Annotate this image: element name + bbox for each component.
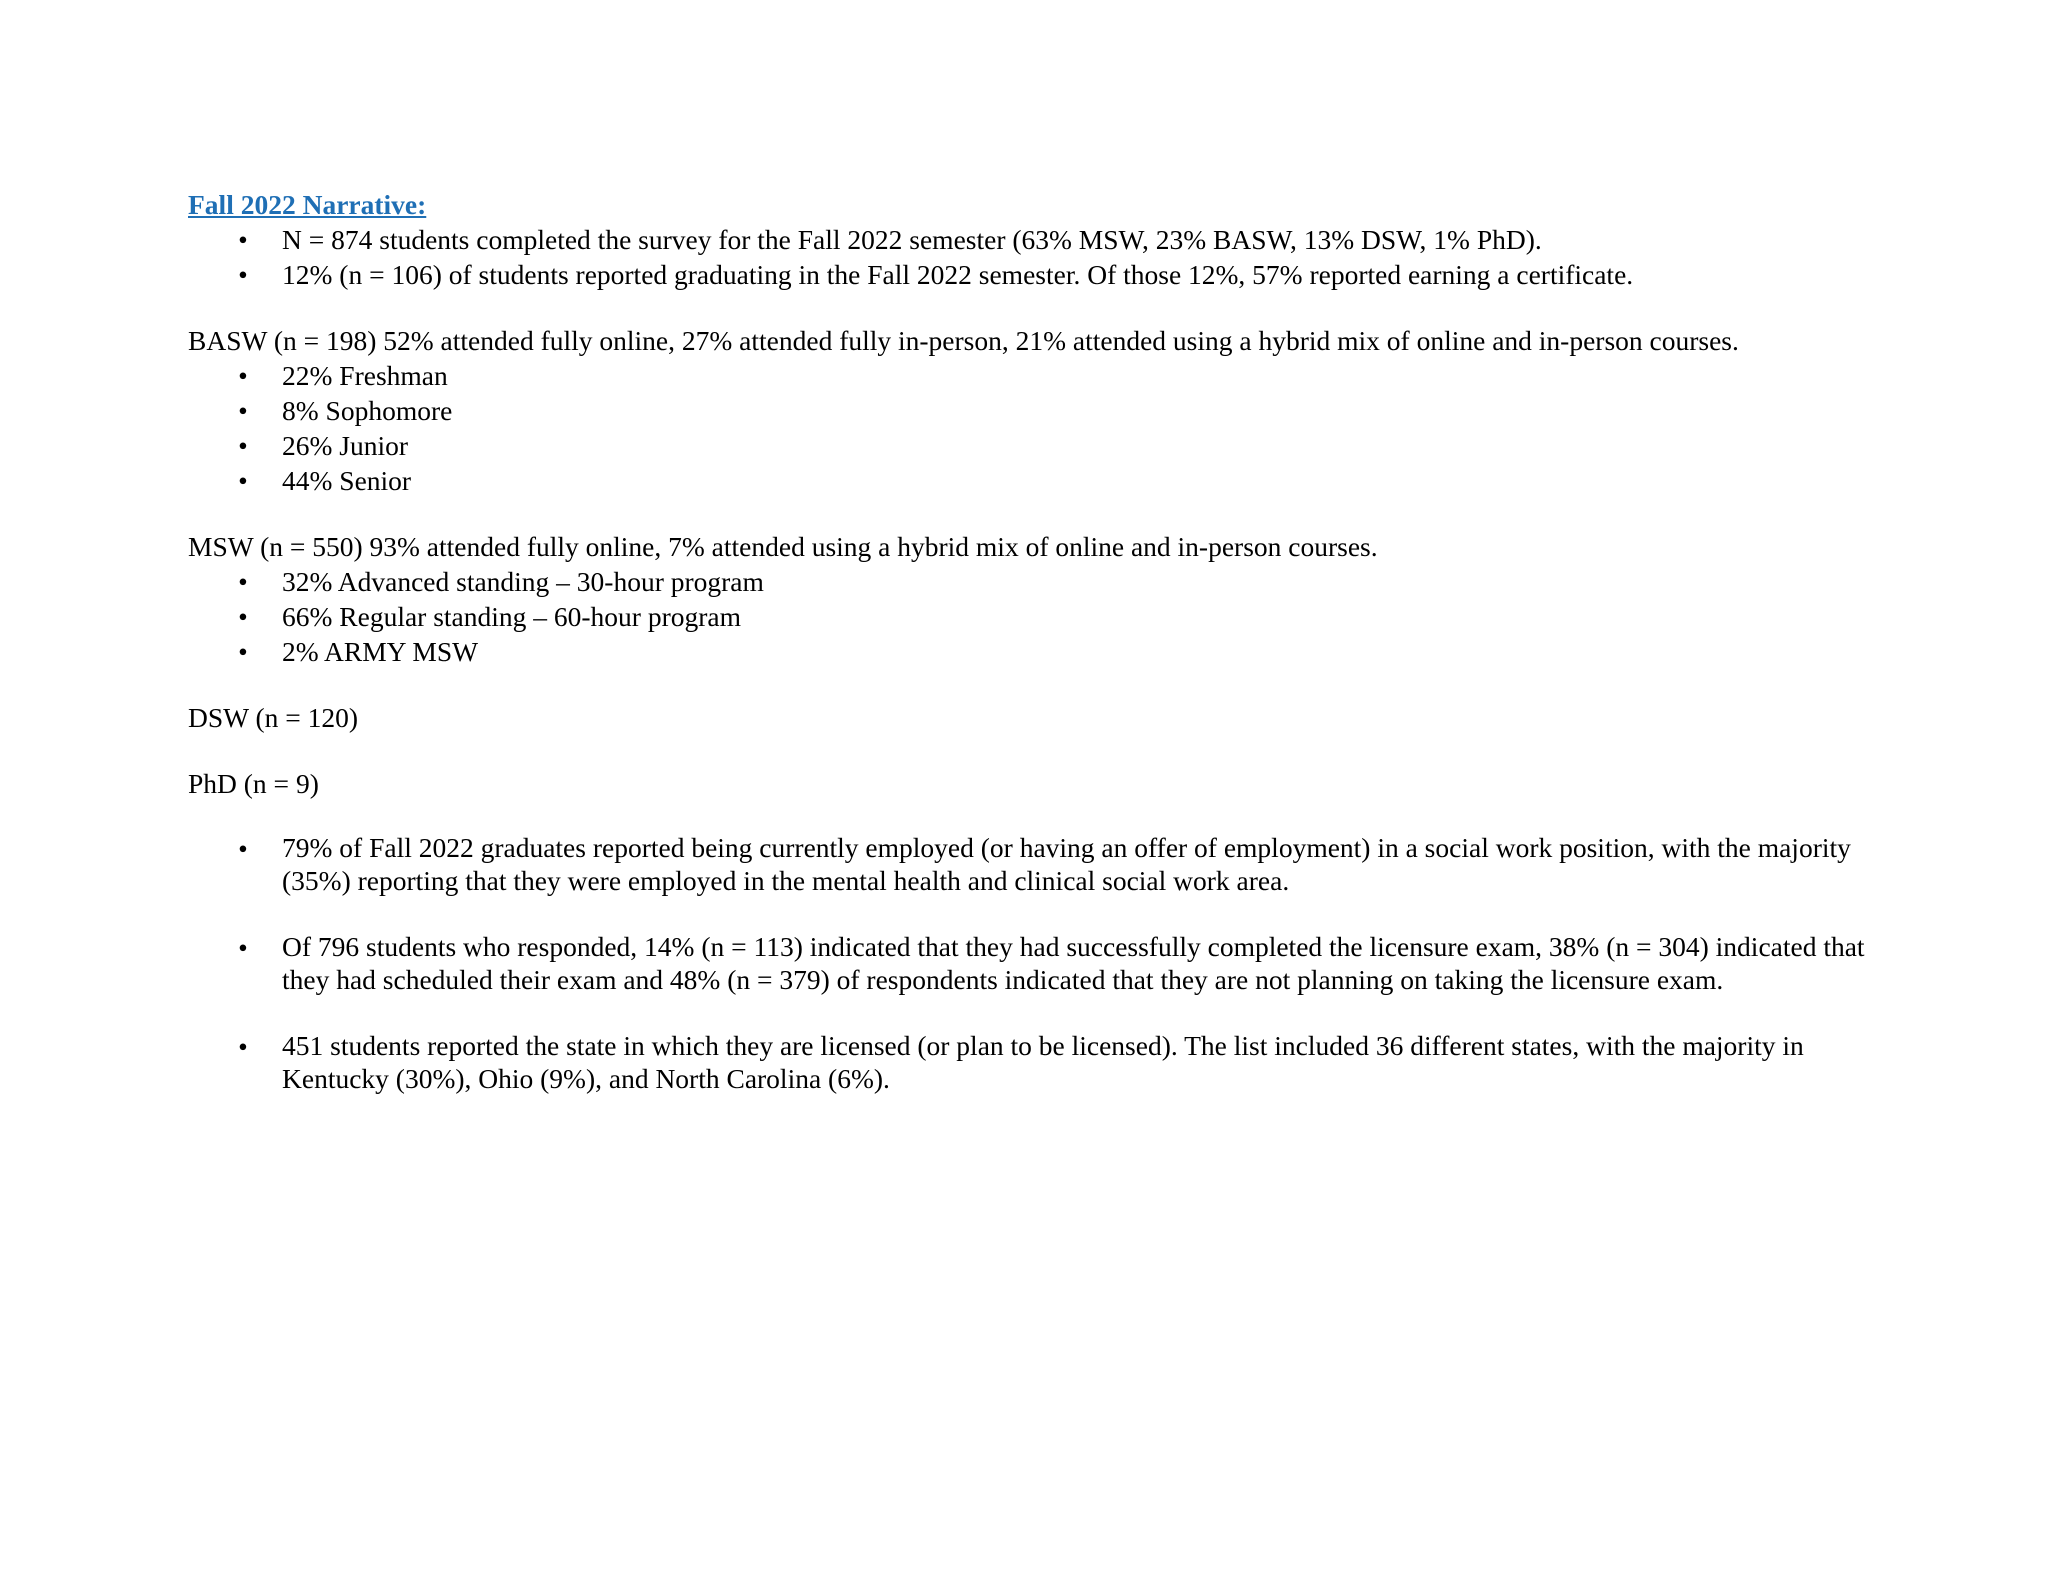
basw-item-text: 8% Sophomore [282, 395, 453, 426]
basw-item [188, 463, 1888, 498]
basw-paragraph: BASW (n = 198) 52% attended fully online, 27% attended fully in-person, 21% attended using a hybrid mix of online and in-person courses. [188, 325, 1739, 356]
summary-item [188, 222, 1888, 257]
summary-item-text: N = 874 students completed the survey for the Fall 2022 semester (63% MSW, 23% BASW, 13% DSW, 1% PhD). [282, 224, 1542, 255]
summary-item [188, 257, 1888, 292]
bullet-icon: • [238, 430, 248, 461]
bullet-icon: • [238, 833, 248, 864]
outcomes-list [188, 831, 1888, 1095]
summary-list [188, 222, 1888, 292]
section-heading: Fall 2022 Narrative: [188, 189, 427, 220]
outcome-item-text: 79% of Fall 2022 graduates reported being currently employed (or having an offer of employment) in a social work position, with the majority (35%) reporting that they were employed in the mental health and clinical social work area. [282, 832, 1851, 896]
bullet-icon: • [238, 465, 248, 496]
dsw-paragraph: DSW (n = 120) [188, 702, 359, 733]
outcome-item [188, 1029, 1888, 1095]
bullet-icon: • [238, 932, 248, 963]
msw-list [188, 564, 1888, 669]
bullet-icon: • [238, 360, 248, 391]
bullet-icon: • [238, 566, 248, 597]
msw-item-text: 2% ARMY MSW [282, 636, 479, 667]
msw-item [188, 634, 1888, 669]
bullet-icon: • [238, 224, 248, 255]
bullet-icon: • [238, 259, 248, 290]
summary-item-text: 12% (n = 106) of students reported graduating in the Fall 2022 semester. Of those 12%, 57% reported earning a certificate. [282, 259, 1634, 290]
basw-item-text: 22% Freshman [282, 360, 448, 391]
basw-item-text: 44% Senior [282, 465, 412, 496]
msw-item [188, 599, 1888, 634]
basw-item [188, 428, 1888, 463]
basw-item [188, 393, 1888, 428]
outcome-item [188, 831, 1888, 897]
msw-item [188, 564, 1888, 599]
basw-list [188, 358, 1888, 498]
document-body [188, 187, 1888, 1095]
basw-item-text: 26% Junior [282, 430, 409, 461]
msw-item-text: 32% Advanced standing – 30-hour program [282, 566, 764, 597]
bullet-icon: • [238, 395, 248, 426]
msw-item-text: 66% Regular standing – 60-hour program [282, 601, 742, 632]
phd-paragraph: PhD (n = 9) [188, 768, 319, 799]
bullet-icon: • [238, 636, 248, 667]
bullet-icon: • [238, 1031, 248, 1062]
outcome-item-text: 451 students reported the state in which they are licensed (or plan to be licensed). The list included 36 different states, with the majority in Kentucky (30%), Ohio (9%), and North Carolina (6%). [282, 1030, 1804, 1094]
bullet-icon: • [238, 601, 248, 632]
basw-item [188, 358, 1888, 393]
outcome-item [188, 930, 1888, 996]
msw-paragraph: MSW (n = 550) 93% attended fully online, 7% attended using a hybrid mix of online and in-person courses. [188, 531, 1378, 562]
outcome-item-text: Of 796 students who responded, 14% (n = 113) indicated that they had successfully completed the licensure exam, 38% (n = 304) indicated that they had scheduled their exam and 48% (n = 379) of respondents indicated that they are not planning on taking the licensure exam. [282, 931, 1865, 995]
